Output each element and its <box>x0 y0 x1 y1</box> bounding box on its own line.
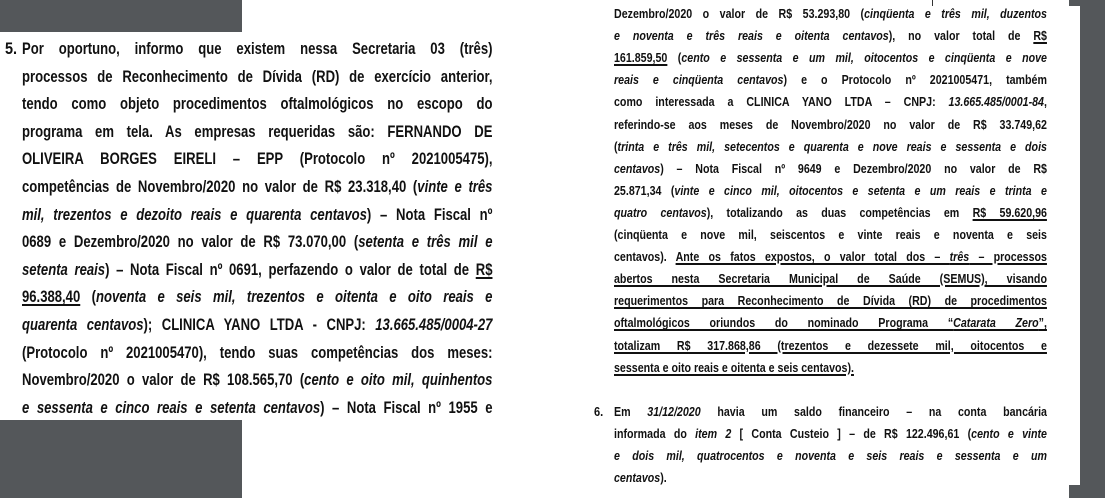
underlined-text: totalizam R$ 317.868,86 (trezentos e dezessete mil, oitocentos e <box>614 337 1047 353</box>
text-line <box>614 161 1047 177</box>
text-line <box>22 287 492 307</box>
text-line <box>614 271 1047 287</box>
italic-text: cento e oito mil, quinhentos <box>304 370 493 390</box>
text-line <box>22 398 492 418</box>
text-line <box>614 117 1047 133</box>
italic-text: 13.665.485/0004-27 <box>375 315 493 334</box>
italic-text: setenta e três mil e <box>358 232 493 252</box>
text-segment: ( <box>80 287 96 307</box>
text-line <box>614 448 1047 464</box>
text-segment: ( <box>614 138 618 154</box>
italic-text: quatro centavos <box>614 204 707 220</box>
text-segment: ) – Nota Fiscal nº 0691, perfazendo o valor de total de <box>105 259 476 279</box>
text-segment: ), totalizando as duas competências em <box>706 204 973 220</box>
italic-text: reais e cinqüenta centavos <box>614 72 784 88</box>
text-segment: como interessada a CLINICA YANO LTDA – CNPJ: <box>614 94 949 110</box>
text-segment: tendo como objeto procedimentos oftalmológicos no escopo do <box>22 94 493 114</box>
italic-text: noventa e seis mil, trezentos e oitenta e oito reais e <box>95 287 493 307</box>
item-number: 6. <box>594 404 604 419</box>
scan-margin-right-top-notch <box>1069 0 1080 6</box>
text-segment: ), no valor total de <box>888 28 1034 44</box>
text-line <box>614 94 1047 110</box>
underlined-text: oftalmológicos oriundos do nominado Programa “ <box>614 315 954 331</box>
text-line <box>22 39 492 59</box>
text-segment: havia um saldo financeiro – na conta bancária <box>700 404 1047 419</box>
text-line <box>22 122 492 142</box>
italic-text: trinta e três mil, setecentos e quarenta e nove reais e sessenta e dois <box>617 138 1047 154</box>
text-segment: Novembro/2020 o valor de R$ 108.565,70 ( <box>22 370 305 390</box>
text-segment: processos de Reconhecimento de Dívida (RD) de exercício anterior, <box>22 66 493 86</box>
text-line <box>614 293 1047 309</box>
text-segment: programa em tela. As empresas requeridas são: FERNANDO DE <box>22 121 493 141</box>
text-line <box>614 139 1047 155</box>
text-line <box>614 50 1047 66</box>
text-line <box>22 205 492 225</box>
text-line <box>22 260 492 280</box>
text-segment: ); CLINICA YANO LTDA - CNPJ: <box>143 315 376 334</box>
italic-text: item 2 <box>695 426 732 441</box>
text-segment: Dezembro/2020 o valor de R$ 53.293,80 ( <box>614 6 865 21</box>
text-segment: referindo-se aos meses de Novembro/2020 no valor de R$ 33.749,62 <box>614 116 1047 132</box>
italic-text: e sessenta e cinco reais e setenta centavos <box>22 397 321 417</box>
text-segment: OLIVEIRA BORGES EIRELI – EPP (Protocolo nº 2021005475), <box>22 149 493 169</box>
underlined-text: R$ <box>475 259 493 279</box>
text-segment: 0689 e Dezembro/2020 no valor de R$ 73.070,00 ( <box>22 232 359 252</box>
italic-text: centavos <box>614 160 661 176</box>
text-line <box>22 315 492 335</box>
text-segment: informada do <box>614 426 696 441</box>
italic-text: e dois mil, quatrocentos e noventa e seis reais e sessenta e um <box>614 448 1047 463</box>
text-segment: [ Conta Custeio ] – de R$ 122.496,61 ( <box>731 426 972 441</box>
italic-text: centavos <box>614 470 661 485</box>
text-segment: ) e o Protocolo nº 2021005471, também <box>783 72 1047 88</box>
text-line <box>614 183 1047 199</box>
text-line <box>22 94 492 114</box>
underlined-text: 96.388,40 <box>22 287 81 307</box>
scan-margin-bottom-left <box>0 420 242 498</box>
text-segment: centavos). <box>614 249 676 265</box>
text-line <box>614 72 1047 88</box>
italic-text: 31/12/2020 <box>647 404 701 419</box>
text-line <box>614 360 1047 376</box>
italic-text: mil, trezentos e dezoito reais e quarenta centavos <box>22 204 367 224</box>
text-line <box>614 227 1047 243</box>
text-segment: (cinqüenta e nove mil, seiscentos e vinte reais e noventa e seis <box>614 227 1047 242</box>
scan-margin-right <box>1080 0 1105 498</box>
underlined-text: requerimentos para Reconhecimento de Dívida (RD) de procedimentos <box>614 293 1047 309</box>
text-segment: Em <box>614 404 648 419</box>
text-line <box>614 338 1047 354</box>
underlined-text: – processos <box>969 249 1047 265</box>
underlined-text: R$ <box>1033 28 1047 44</box>
underlined-text: R$ 59.620,96 <box>972 204 1047 220</box>
text-segment: ) – Nota Fiscal nº 1955 e <box>320 397 493 417</box>
text-segment: ( <box>667 50 682 66</box>
text-line <box>22 232 492 252</box>
text-segment: Por oportuno, informo que existem nessa Secretaria 03 (três) <box>22 39 493 58</box>
text-line <box>22 343 492 363</box>
scan-margin-right-bottom-notch <box>1069 485 1080 498</box>
underlined-text: Catarata Zero <box>953 315 1039 331</box>
text-line <box>22 370 492 390</box>
italic-text: quarenta centavos <box>22 315 144 334</box>
italic-text: e noventa e três reais e oitenta centavos <box>614 28 889 44</box>
text-line <box>22 67 492 87</box>
text-line <box>614 404 1047 420</box>
underlined-text: abertos nesta Secretaria Municipal de Saúde (SEMUS), visando <box>614 271 1047 287</box>
text-line <box>614 249 1047 265</box>
text-segment: 25.871,34 ( <box>614 182 675 198</box>
scan-margin-top-left <box>0 0 242 32</box>
underlined-text: Ante os fatos expostos, o valor total dos – <box>675 249 950 265</box>
text-line <box>614 315 1047 331</box>
text-line <box>614 426 1047 442</box>
text-line <box>614 28 1047 44</box>
underlined-text: três <box>949 249 970 265</box>
underlined-text: 161.859,50 <box>614 50 668 66</box>
item-number: 5. <box>5 39 18 58</box>
italic-text: vinte e cinco mil, oitocentos e setenta e um reais e trinta e <box>674 182 1047 198</box>
text-segment: (Protocolo nº 2021005470), tendo suas competências dos meses: <box>22 342 493 362</box>
italic-text: cinqüenta e três mil, duzentos <box>864 6 1047 21</box>
text-line <box>614 470 1047 486</box>
text-line <box>614 205 1047 221</box>
underlined-text: ”, <box>1038 315 1047 331</box>
italic-text: cento e vinte <box>971 426 1047 441</box>
text-line <box>22 177 492 197</box>
italic-text: 13.665.485/0001-84 <box>948 94 1044 110</box>
text-segment: ). <box>660 470 667 485</box>
text-segment: ) – Nota Fiscal nº <box>366 204 493 224</box>
text-line <box>614 6 1047 22</box>
italic-text: cento e sessenta e um mil, oitocentos e cinqüenta e nove <box>681 50 1047 66</box>
text-segment: competências de Novembro/2020 no valor de R$ 23.318,40 ( <box>22 177 418 196</box>
italic-text: vinte e três <box>417 177 493 196</box>
underlined-text: sessenta e oito reais e oitenta e seis centavos). <box>614 359 854 375</box>
italic-text: setenta reais <box>22 259 106 279</box>
text-line <box>22 149 492 169</box>
text-segment: , <box>1043 94 1047 110</box>
text-segment: ) – Nota Fiscal nº 9649 e Dezembro/2020 no valor de R$ <box>660 160 1047 176</box>
